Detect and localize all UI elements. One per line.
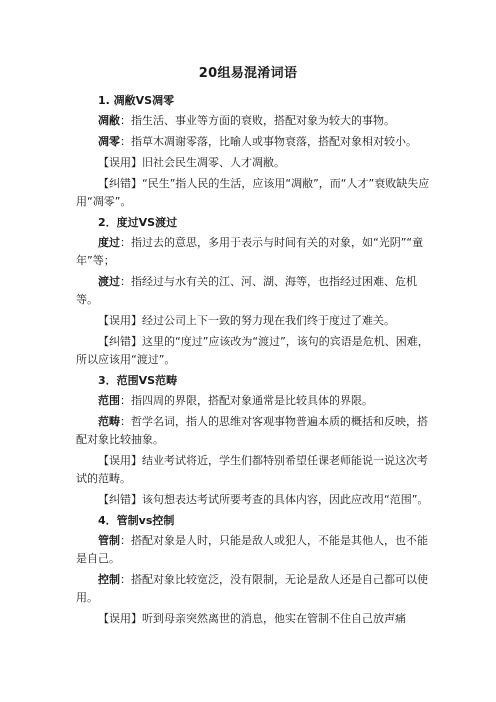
definition-paragraph: [76, 112, 432, 130]
term: 范畴: [98, 415, 120, 428]
document-body: [76, 92, 432, 631]
term: 管制: [98, 534, 120, 547]
term: 渡过: [98, 275, 120, 288]
paragraph-text: 【纠错】该句想表达考试所要考查的具体内容，因此应改用“范围”。: [98, 493, 429, 506]
paragraph-text: ：指四周的界限，搭配对象通常是比较具体的界限。: [120, 394, 373, 407]
paragraph-text: 【误用】听到母亲突然离世的消息，他实在管制不住自己放声痛: [98, 612, 406, 625]
paragraph-text: ：搭配对象比较宽泛，没有限制，无论是敌人还是自己都可以使用。: [76, 573, 428, 604]
paragraph-text: ：指草木凋谢零落，比喻人或事物衰落，搭配对象相对较小。: [120, 135, 417, 148]
example-paragraph: [76, 154, 432, 172]
paragraph-text: ：指过去的意思，多用于表示与时间有关的对象，如“光阴”“童年”等；: [76, 236, 424, 267]
paragraph-text: ：搭配对象是人时，只能是敌人或犯人，不能是其他人，也不能是自己。: [76, 534, 428, 565]
definition-paragraph: [76, 413, 432, 449]
term: 凋敝: [98, 114, 120, 127]
term: 范围: [98, 394, 120, 407]
document-title: 20组易混淆词语: [198, 66, 298, 81]
section-heading: 1. 凋敝VS凋零: [98, 94, 175, 107]
section-heading: 4．管制vs控制: [98, 514, 175, 527]
paragraph-text: ：指生活、事业等方面的衰败，搭配对象为较大的事物。: [120, 114, 395, 127]
definition-paragraph: [76, 392, 432, 410]
section-heading: 2．度过VS渡过: [98, 216, 178, 229]
definition-paragraph: [76, 532, 432, 568]
paragraph-text: 【纠错】“民生”指人民的生活，应该用“凋敝”，而“人才”衰败缺失应用“凋零”。: [76, 177, 430, 208]
paragraph-text: 【误用】旧社会民生凋零、人才凋敝。: [98, 156, 285, 169]
term: 凋零: [98, 135, 120, 148]
definition-paragraph: [76, 571, 432, 607]
section-heading: 3．范围VS范畴: [98, 374, 178, 387]
paragraph-text: 【纠错】这里的“度过”应该改为“渡过”，该句的宾语是危机、困难，所以应该用“渡过”。: [76, 335, 429, 366]
example-paragraph: [76, 175, 432, 211]
definition-paragraph: [76, 133, 432, 151]
example-paragraph: [76, 610, 432, 628]
example-paragraph: [76, 312, 432, 330]
example-paragraph: [76, 491, 432, 509]
example-paragraph: [76, 333, 432, 369]
paragraph-text: ：哲学名词，指人的思维对客观事物普遍本质的概括和反映，搭配对象比较抽象。: [76, 415, 428, 446]
example-paragraph: [76, 452, 432, 488]
paragraph-text: 【误用】结业考试将近，学生们都特别希望任课老师能说一说这次考试的范畴。: [76, 454, 428, 485]
paragraph-text: 【误用】经过公司上下一致的努力现在我们终于度过了难关。: [98, 314, 395, 327]
definition-paragraph: [76, 234, 432, 270]
paragraph-text: ：指经过与水有关的江、河、湖、海等，也指经过困难、危机等。: [76, 275, 417, 306]
definition-paragraph: [76, 273, 432, 309]
term: 控制: [98, 573, 120, 586]
term: 度过: [98, 236, 120, 249]
